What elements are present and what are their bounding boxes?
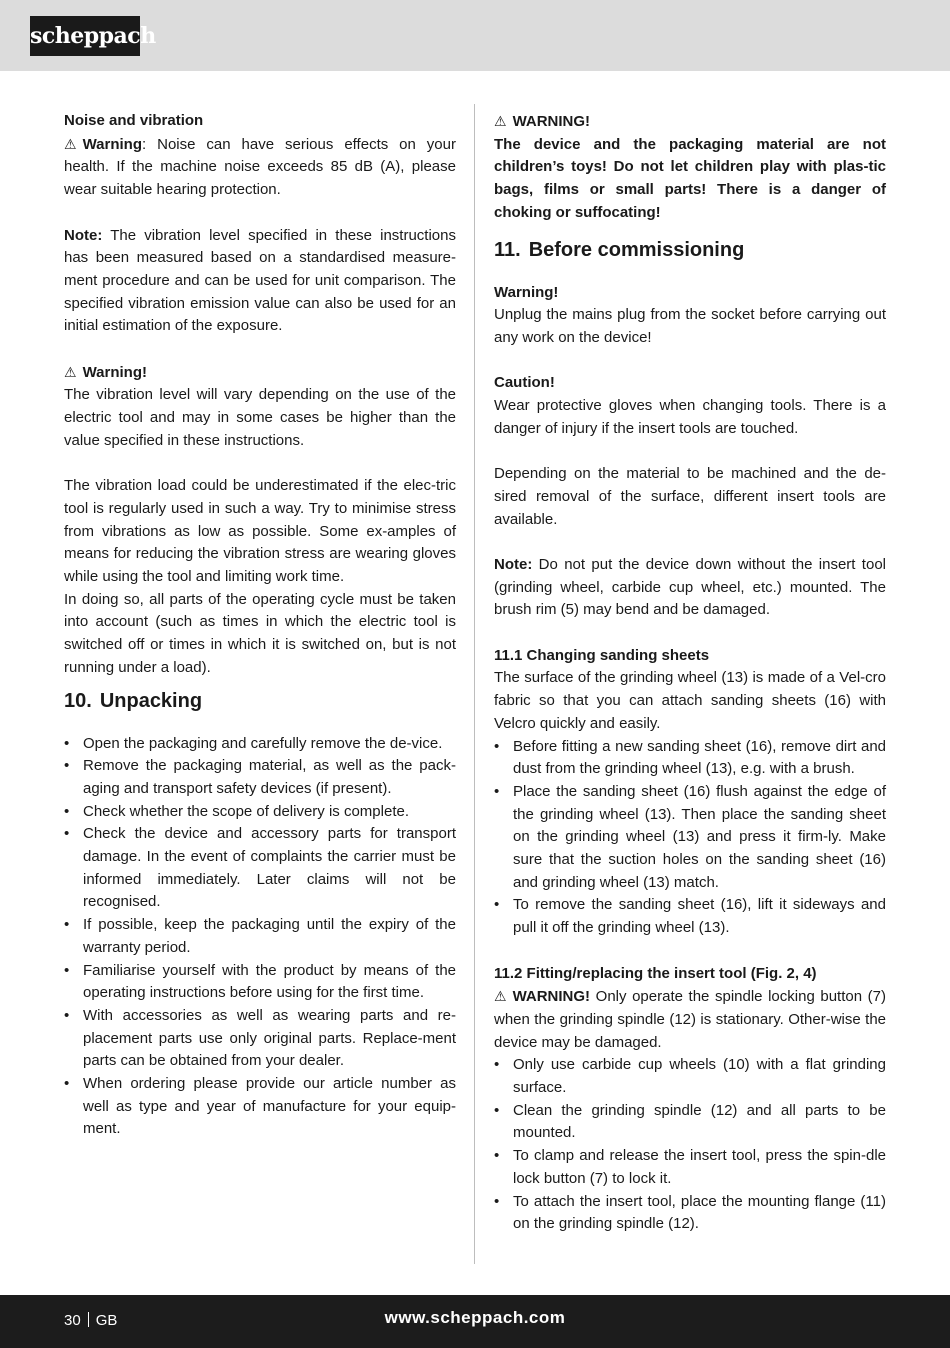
list-item: • Check whether the scope of delivery is complete. (64, 801, 456, 824)
note-paragraph (494, 554, 886, 622)
list-item: • Place the sanding sheet (16) flush against the edge of the grinding wheel (13). Then place the sanding sheet on the grinding wheel (13) and press it firm-ly. Make sure that the suction holes on the sanding sheet (16) and grinding wheel (13) match. (494, 781, 886, 895)
warning-label: WARNING! (512, 988, 591, 1006)
noise-warning-text: : Noise can have serious effects on your health. If the machine noise exceeds 85 dB (A), please wear suitable hearing protection. (64, 135, 456, 199)
list-item: • With accessories as well as wearing parts and re-placement parts use only original parts. Replace-ment parts can be obtained from your dealer. (64, 1005, 456, 1073)
list-item: • To clamp and release the insert tool, press the spin-dle lock button (7) to lock it. (494, 1145, 886, 1190)
sanding-sheets-list (494, 736, 886, 940)
warning-heading: ⚠ WARNING! (494, 110, 886, 134)
list-item: • Familiarise yourself with the product by means of the operating instructions before using for the first time. (64, 960, 456, 1005)
subsection-heading-insert-tool: 11.2 Fitting/replacing the insert tool (Fig. 2, 4) (494, 964, 817, 982)
warning-label: Warning! (494, 283, 559, 301)
list-item: • If possible, keep the packaging until the expiry of the warranty period. (64, 914, 456, 959)
list-item: • Before fitting a new sanding sheet (16), remove dirt and dust from the grinding wheel (13), e.g. with a brush. (494, 736, 886, 781)
list-item: • When ordering please provide our article number as well as type and year of manufacture for your equip-ment. (64, 1073, 456, 1141)
warning-triangle-icon: ⚠ (494, 113, 507, 129)
brand-logo (30, 16, 156, 56)
caution-label: Caution! (494, 374, 555, 392)
note-text: Do not put the device down without the insert tool (grinding wheel, carbide cup wheel, etc.) mounted. The brush rim (5) may bend and be damaged. (494, 555, 886, 619)
unpacking-list (64, 733, 456, 1142)
unplug-warning-text: Unplug the mains plug from the socket before carrying out any work on the device! (494, 306, 886, 346)
website-link[interactable]: www.scheppach.com (384, 1308, 566, 1327)
note-text: The vibration level specified in these instructions has been measured based on a standardised measure-ment procedure and can be used for unit comparison. The specified vibration emission value can also be used for an initial estimation of the exposure. (64, 226, 456, 335)
insert-tool-list (494, 1054, 886, 1236)
note-label: Note: (494, 555, 533, 573)
warning-triangle-icon: ⚠ (64, 363, 77, 380)
noise-heading: Noise and vibration (64, 112, 204, 129)
header-bar (0, 0, 950, 71)
brand-logo-text: scheppach (30, 23, 156, 49)
subsection-heading-sanding-sheets: 11.1 Changing sanding sheets (494, 646, 710, 664)
warning-label: Warning (82, 135, 142, 153)
right-column (494, 110, 886, 1236)
operating-cycle-paragraph: In doing so, all parts of the operating cycle must be taken into account (such as times in which the electric tool is switched off or times in which it is switched on, but is not running under a load). (64, 590, 456, 676)
list-item: • Only use carbide cup wheels (10) with a flat grinding surface. (494, 1054, 886, 1099)
insert-tool-warning-text: Only operate the spindle locking button (7) when the grinding spindle (12) is stationary. Other-wise the device may be damaged. (494, 988, 886, 1051)
sanding-sheets-paragraph: The surface of the grinding wheel (13) is made of a Vel-cro fabric so that you can attach sanding sheets (16) with Velcro quickly and easily. (494, 669, 886, 732)
column-divider (474, 104, 475, 1264)
list-item: • To attach the insert tool, place the mounting flange (11) on the grinding spindle (12). (494, 1191, 886, 1236)
warning-triangle-icon: ⚠ (494, 988, 507, 1005)
warning-triangle-icon: ⚠ (64, 135, 77, 152)
note-paragraph (64, 225, 456, 339)
note-label: Note: (64, 226, 103, 244)
list-item: • Check the device and accessory parts for transport damage. In the event of complaints the carrier must be informed immediately. Later claims will not be recognised. (64, 823, 456, 914)
list-item: • To remove the sanding sheet (16), lift it sideways and pull it off the grinding wheel (13). (494, 894, 886, 939)
insert-tools-paragraph: Depending on the material to be machined and the de-sired removal of the surface, different insert tools are available. (494, 465, 886, 528)
noise-warning-paragraph (64, 133, 456, 202)
vibration-load-paragraph: The vibration load could be underestimated if the elec-tric tool is regularly used in such a way. Try to minimise stress from vibrations as low as possible. Some ex-amples of means for reducing the vibration stress are wearing gloves while using the tool and limiting work time. (64, 477, 456, 586)
list-item: • Open the packaging and carefully remove the de-vice. (64, 733, 456, 756)
section-heading-unpacking: 10. Unpacking (64, 689, 203, 712)
list-item: • Remove the packaging material, as well as the pack-aging and transport safety devices (if present). (64, 755, 456, 800)
page-number: 30 GB (64, 1312, 118, 1329)
section-heading-before-commissioning: 11. Before commissioning (494, 238, 745, 261)
insert-tool-warning-paragraph (494, 985, 886, 1054)
footer-bar (0, 1295, 950, 1348)
warning-heading: ⚠ Warning! (64, 361, 456, 385)
vibration-level-paragraph: The vibration level will vary depending on the use of the electric tool and may in some cases be higher than the value specified in these instructions. (64, 386, 456, 449)
caution-text: Wear protective gloves when changing tools. There is a danger of injury if the insert tools are touched. (494, 397, 886, 437)
list-item: • Clean the grinding spindle (12) and all parts to be mounted. (494, 1100, 886, 1145)
children-warning-text: The device and the packaging material are not children’s toys! Do not let children play with plas-tic bags, films or small parts! There is a danger of choking or suffocating! (494, 135, 886, 221)
left-column (64, 110, 456, 1141)
language-code: GB (95, 1312, 118, 1329)
